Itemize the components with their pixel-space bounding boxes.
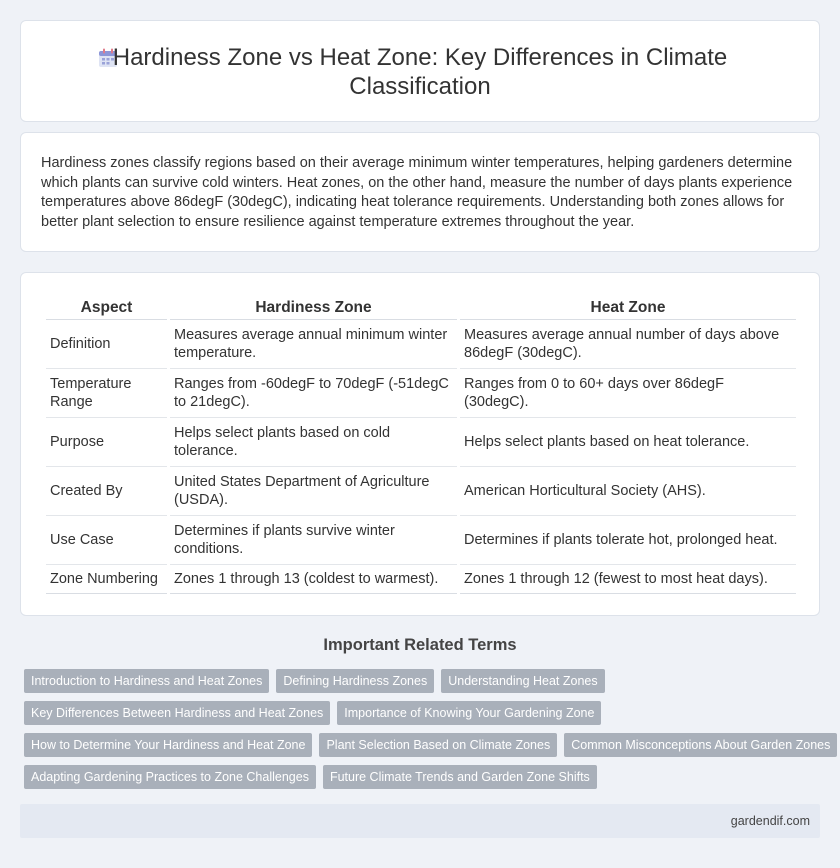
table-row — [46, 418, 796, 467]
comparison-table — [43, 297, 799, 594]
related-term-tag[interactable]: Future Climate Trends and Garden Zone Shifts — [323, 765, 597, 789]
related-term-tag[interactable]: Importance of Knowing Your Gardening Zone — [337, 701, 601, 725]
header-card — [20, 20, 820, 122]
table-cell-hardiness: Determines if plants survive winter conditions. — [170, 516, 457, 565]
table-cell-hardiness: Helps select plants based on cold tolerance. — [170, 418, 457, 467]
column-header-heat-zone: Heat Zone — [460, 297, 796, 320]
table-cell-heat: Determines if plants tolerate hot, prolonged heat. — [460, 516, 796, 565]
footer-bar — [20, 804, 820, 838]
table-cell-aspect: Zone Numbering — [46, 565, 167, 594]
related-term-tag[interactable]: Common Misconceptions About Garden Zones — [564, 733, 837, 757]
table-cell-heat: Zones 1 through 12 (fewest to most heat days). — [460, 565, 796, 594]
column-header-aspect: Aspect — [46, 297, 167, 320]
comparison-table-card — [20, 272, 820, 616]
intro-card — [20, 132, 820, 252]
table-row — [46, 369, 796, 418]
table-row — [46, 516, 796, 565]
table-cell-heat: Measures average annual number of days above 86degF (30degC). — [460, 320, 796, 369]
column-header-hardiness-zone: Hardiness Zone — [170, 297, 457, 320]
related-term-tag[interactable]: How to Determine Your Hardiness and Heat Zone — [24, 733, 312, 757]
related-term-tag[interactable]: Plant Selection Based on Climate Zones — [319, 733, 557, 757]
page-title: Hardiness Zone vs Heat Zone: Key Differences in Climate Classification — [112, 44, 728, 100]
table-cell-heat: Helps select plants based on heat tolerance. — [460, 418, 796, 467]
table-cell-aspect: Use Case — [46, 516, 167, 565]
related-term-tag[interactable]: Defining Hardiness Zones — [276, 669, 434, 693]
table-cell-heat: Ranges from 0 to 60+ days over 86degF (30degC). — [460, 369, 796, 418]
related-term-tag[interactable]: Adapting Gardening Practices to Zone Challenges — [24, 765, 316, 789]
related-term-tag[interactable]: Introduction to Hardiness and Heat Zones — [24, 669, 269, 693]
table-cell-heat: American Horticultural Society (AHS). — [460, 467, 796, 516]
table-cell-hardiness: Zones 1 through 13 (coldest to warmest). — [170, 565, 457, 594]
intro-paragraph: Hardiness zones classify regions based on their average minimum winter temperatures, helping gardeners determine which plants can survive cold winters. Heat zones, on the other hand, measure the number of days plants experience temperatures above 86degF (30degC), indicating heat tolerance requirements. Understanding both zones allows for better plant selection to ensure resilience against temperature extremes throughout the year. — [41, 155, 793, 230]
related-term-tag[interactable]: Key Differences Between Hardiness and Heat Zones — [24, 701, 330, 725]
table-cell-hardiness: Measures average annual minimum winter temperature. — [170, 320, 457, 369]
table-cell-aspect: Created By — [46, 467, 167, 516]
table-row — [46, 320, 796, 369]
footer-site-link[interactable]: gardendif.com — [730, 814, 810, 828]
table-header-row — [46, 297, 796, 320]
table-cell-hardiness: United States Department of Agriculture (USDA). — [170, 467, 457, 516]
table-cell-hardiness: Ranges from -60degF to 70degF (-51degC to 21degC). — [170, 369, 457, 418]
table-cell-aspect: Definition — [46, 320, 167, 369]
related-terms-list — [24, 669, 831, 797]
table-cell-aspect: Temperature Range — [46, 369, 167, 418]
table-row — [46, 467, 796, 516]
related-terms-title: Important Related Terms — [323, 636, 517, 654]
table-row — [46, 565, 796, 594]
table-cell-aspect: Purpose — [46, 418, 167, 467]
related-term-tag[interactable]: Understanding Heat Zones — [441, 669, 604, 693]
